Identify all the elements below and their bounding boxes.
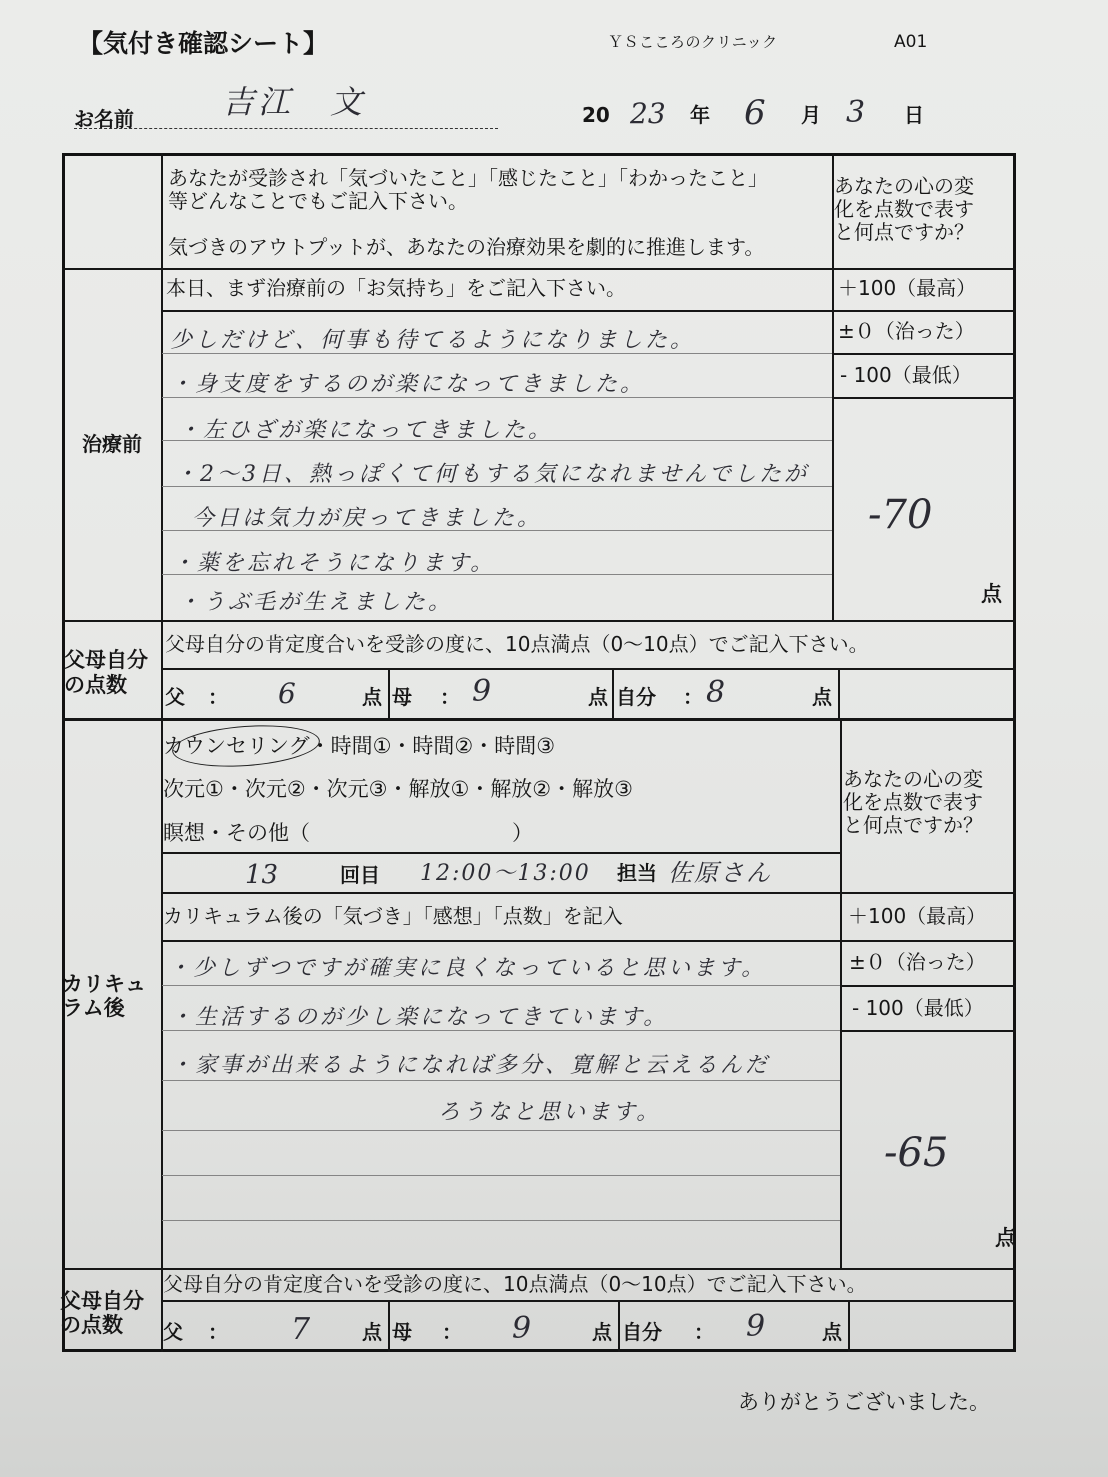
row-divider [162,892,1016,894]
option-release-3: 解放③ [572,777,633,801]
name-label: お名前 [74,107,134,131]
after-score: -65 [884,1130,949,1176]
session-count-label: 回目 [340,863,380,887]
self-label: 自分 [616,685,656,709]
row-divider [832,397,1016,399]
before-entry: ・2～3日、熱っぽくて何もする気になれませんでしたが [175,462,809,487]
scale-max: ＋100（最高） [848,904,987,928]
form-code: A01 [894,32,928,52]
option-time-2: 時間② [412,734,474,758]
points-unit: 点 [362,1320,382,1344]
option-meditation-other: 瞑想・その他（ [163,821,310,845]
colon-separator: ： [440,685,460,709]
family-score-label: 父母自分 [64,648,148,672]
father-score: 7 [291,1312,311,1347]
score-question-line: 化を点数で表す [834,197,974,221]
mother-label: 母 [392,1320,412,1344]
row-divider [62,1268,1016,1270]
writing-line [162,985,840,986]
father-score: 6 [278,677,296,710]
score-unit: 点 [995,1226,1016,1250]
before-entry: ・身支度をするのが楽になってきました。 [170,372,646,397]
month-written: 6 [744,93,766,133]
before-entry: 今日は気力が戻ってきました。 [192,506,543,531]
family-score-label: 父母自分 [60,1289,144,1313]
points-unit: 点 [822,1320,842,1344]
colon-separator: ： [208,1320,228,1344]
score-question-line: と何点ですか？ [834,220,974,244]
score-question-line: あなたの心の変 [843,767,983,791]
score-column-divider-after [840,718,842,1268]
option-separator: ・ [469,777,491,801]
intro-line: 気づきのアウトプットが、あなたの治療効果を劇的に推進します。 [168,235,765,259]
scale-max: ＋100（最高） [838,276,977,300]
before-entry: ・左ひざが楽になってきました。 [178,418,554,443]
after-prompt: カリキュラム後の「気づき」「感想」「点数」を記入 [163,904,623,928]
intro-line: あなたが受診され「気づいたこと」「感じたこと」「わかったこと」 [168,166,768,190]
option-separator: ・ [305,777,327,801]
option-separator: ・ [223,777,245,801]
before-entry: ・うぶ毛が生えました。 [178,590,454,615]
after-entry: ろうなと思います。 [438,1100,662,1125]
option-dimension-2: 次元② [244,777,306,801]
mother-score: 9 [512,1311,532,1346]
intro-line: 等どんなことでもご記入下さい。 [168,189,468,213]
section-label-after: ラム後 [62,996,125,1020]
family-score-prompt: 父母自分の肯定度合いを受診の度に、10点満点（0～10点）でご記入下さい。 [163,1272,867,1296]
writing-line [162,1130,840,1131]
family-cell-divider [388,1300,390,1352]
name-underline [74,128,498,129]
row-divider [62,620,1016,622]
staff-name: 佐原さん [668,859,772,887]
option-release-2: 解放② [490,777,552,801]
family-cell-divider [612,668,614,718]
clinic-name: ＹＳこころのクリニック [608,33,778,51]
before-entry: ・薬を忘れそうになります。 [172,551,496,576]
after-entry: ・生活するのが少し楽になってきています。 [170,1005,669,1030]
colon-separator: ： [442,1320,462,1344]
row-divider [840,1030,1016,1032]
before-score: -70 [868,492,933,538]
staff-label: 担当 [617,861,657,885]
scale-zero: ±０（治った） [838,319,975,343]
section-label-after: カリキュ [62,972,146,996]
points-unit: 点 [588,685,608,709]
points-unit: 点 [592,1320,612,1344]
day-written: 3 [846,95,866,130]
option-separator: ・ [309,734,331,758]
row-divider [162,1300,1016,1302]
father-label: 父 [165,685,185,709]
scale-zero: ±０（治った） [849,950,986,974]
sheet-title: 【気付き確認シート】 [78,29,329,58]
score-question-line: 化を点数で表す [843,790,983,814]
family-cell-divider [388,668,390,718]
row-divider [162,852,840,854]
day-label: 日 [904,103,924,127]
points-unit: 点 [362,685,382,709]
before-entry: 少しだけど、何事も待てるようになりました。 [170,328,696,353]
row-divider [162,310,1016,312]
option-separator: ・ [391,734,413,758]
option-time-1: 時間① [330,734,392,758]
year-label: 年 [690,103,710,127]
row-divider [162,940,1016,942]
row-divider [840,985,1016,987]
year-written: 23 [630,97,666,130]
section-divider [62,718,1016,721]
option-other-close: ） [512,821,533,845]
points-unit: 点 [812,685,832,709]
option-time-3: 時間③ [494,734,556,758]
option-separator: ・ [387,777,409,801]
option-counseling: カウンセリング [163,734,310,758]
score-question-line: と何点ですか？ [843,813,983,837]
after-entry: ・家事が出来るようになれば多分、寛解と云えるんだ [170,1053,771,1078]
family-score-prompt: 父母自分の肯定度合いを受診の度に、10点満点（0～10点）でご記入下さい。 [165,632,869,656]
option-separator: ・ [551,777,573,801]
option-separator: ・ [473,734,495,758]
year-prefix: 20 [582,103,610,127]
scale-min: - 100（最低） [852,996,984,1020]
writing-line [162,1080,840,1081]
before-prompt: 本日、まず治療前の「お気持ち」をご記入下さい。 [166,276,626,300]
session-time: 12:00～13:00 [420,861,591,886]
mother-score: 9 [472,674,492,709]
writing-line [162,1220,840,1221]
option-dimension-3: 次元③ [326,777,388,801]
row-divider [832,353,1016,355]
colon-separator: ： [683,685,703,709]
colon-separator: ： [694,1320,714,1344]
family-cell-divider [838,668,840,718]
father-label: 父 [163,1320,183,1344]
row-divider [162,668,1016,670]
scale-min: - 100（最低） [840,363,972,387]
family-score-label: の点数 [60,1313,123,1337]
family-score-label: の点数 [64,673,127,697]
self-label: 自分 [622,1320,662,1344]
row-divider [62,268,1016,270]
month-label: 月 [801,103,821,127]
option-release-1: 解放① [408,777,470,801]
dimension-options-row [163,777,633,801]
patient-name: 吉江 文 [222,83,367,121]
family-cell-divider [848,1300,850,1352]
self-score: 9 [746,1309,766,1344]
score-question-line: あなたの心の変 [834,174,974,198]
mother-label: 母 [392,685,412,709]
thank-you-note: ありがとうございました。 [738,1390,990,1414]
self-score: 8 [706,675,726,710]
score-unit: 点 [981,582,1002,606]
writing-line [162,1175,840,1176]
session-count: 13 [245,860,279,890]
after-entry: ・少しずつですが確実に良くなっていると思います。 [168,956,767,981]
option-dimension-1: 次元① [163,777,224,801]
section-label-before: 治療前 [82,432,142,456]
colon-separator: ： [208,685,228,709]
family-cell-divider [618,1300,620,1352]
